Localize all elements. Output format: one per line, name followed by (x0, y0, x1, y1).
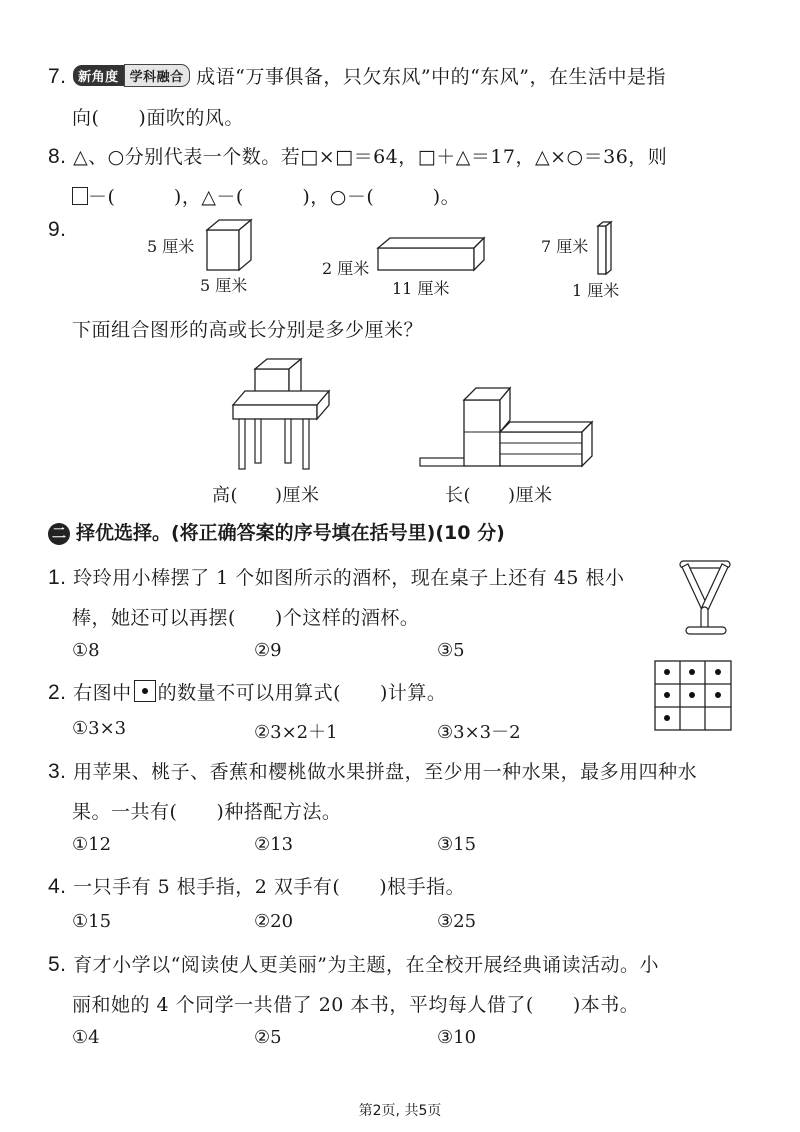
table-with-cube-figure (225, 355, 335, 475)
rod-height-label: 7 厘米 (541, 237, 589, 256)
question-9-number: 9. (48, 218, 67, 241)
rod-width-label: 1 厘米 (572, 281, 620, 300)
cube-width-label: 5 厘米 (200, 276, 248, 295)
choice-4-line-1: 4. 一只手有 5 根手指，2 双手有( )根手指。 (48, 875, 466, 898)
choice-1-option-1[interactable]: ①8 (72, 640, 100, 661)
cube-figure (205, 218, 255, 278)
section-2-title: 择优选择。(将正确答案的序号填在括号里)(10 分) (76, 522, 505, 544)
question-7-text-2: 向( )面吹的风。 (72, 107, 244, 129)
question-8-text-2: －( )，△－( )，○－( )。 (88, 186, 461, 208)
rod-figure (596, 220, 616, 280)
choice-3-line-1: 3. 用苹果、桃子、香蕉和樱桃做水果拼盘，至少用一种水果，最多用四种水 (48, 760, 698, 783)
question-7-text-1: 成语“万事俱备，只欠东风”中的“东风”，在生活中是指 (196, 66, 666, 88)
choice-1-option-3[interactable]: ③5 (437, 640, 465, 661)
page-number-footer: 第2页, 共5页 (358, 1103, 442, 1119)
stick-wine-glass-figure (676, 555, 736, 640)
question-8-line-2 (72, 182, 460, 209)
height-answer: 高( )厘米 (212, 485, 320, 506)
section-2-heading (48, 518, 505, 545)
choice-2-line-1: 2. 右图中 的数量不可以用算式( )计算。 (48, 681, 447, 704)
choice-5-line-2: 丽和她的 4 个同学一共借了 20 本书，平均每人借了( )本书。 (72, 994, 640, 1016)
choice-1-line-1: 1. 玲玲用小棒摆了 1 个如图所示的酒杯，现在桌子上还有 45 根小 (48, 566, 625, 589)
slab-figure (376, 236, 486, 276)
cube-height-label: 5 厘米 (147, 237, 195, 256)
question-8-text-1: △、○分别代表一个数。若□×□＝64，□＋△＝17，△×○＝36，则 (73, 146, 668, 168)
choice-1-line-2: 棒，她还可以再摆( )个这样的酒杯。 (72, 607, 420, 629)
choice-3-option-1[interactable]: ①12 (72, 834, 112, 855)
choice-4-option-2[interactable]: ②20 (254, 911, 294, 932)
choice-3-option-3[interactable]: ③15 (437, 834, 477, 855)
stacked-blocks-figure (418, 380, 598, 475)
question-9-text: 下面组合图形的高或长分别是多少厘米？ (72, 319, 424, 341)
choice-5-option-3[interactable]: ③10 (437, 1027, 477, 1048)
new-angle-badge: 新角度 (73, 65, 124, 86)
choice-2-option-2[interactable]: ②3×2＋1 (254, 722, 338, 743)
choice-3-line-2: 果。一共有( )种搭配方法。 (72, 801, 342, 823)
question-7-line-1 (48, 62, 666, 89)
dot-square-symbol (134, 680, 156, 702)
choice-5-option-2[interactable]: ②5 (254, 1027, 282, 1048)
choice-5-option-1[interactable]: ①4 (72, 1027, 100, 1048)
choice-4-option-3[interactable]: ③25 (437, 911, 477, 932)
square-symbol (72, 187, 88, 205)
choice-2-option-3[interactable]: ③3×3－2 (437, 722, 521, 743)
choice-5-line-1: 5. 育才小学以“阅读使人更美丽”为主题，在全校开展经典诵读活动。小 (48, 953, 659, 976)
choice-1-option-2[interactable]: ②9 (254, 640, 282, 661)
question-8-number: 8. (48, 145, 67, 168)
question-7-number: 7. (48, 65, 67, 88)
dot-grid-figure (654, 660, 734, 732)
length-answer: 长( )厘米 (445, 485, 553, 506)
section-2-marker: 二 (48, 523, 70, 545)
slab-height-label: 2 厘米 (322, 259, 370, 278)
choice-4-option-1[interactable]: ①15 (72, 911, 112, 932)
subject-fusion-badge: 学科融合 (124, 64, 190, 87)
slab-length-label: 11 厘米 (392, 279, 450, 298)
choice-3-option-2[interactable]: ②13 (254, 834, 294, 855)
choice-2-option-1[interactable]: ①3×3 (72, 718, 127, 739)
question-8-line-1 (48, 142, 667, 169)
